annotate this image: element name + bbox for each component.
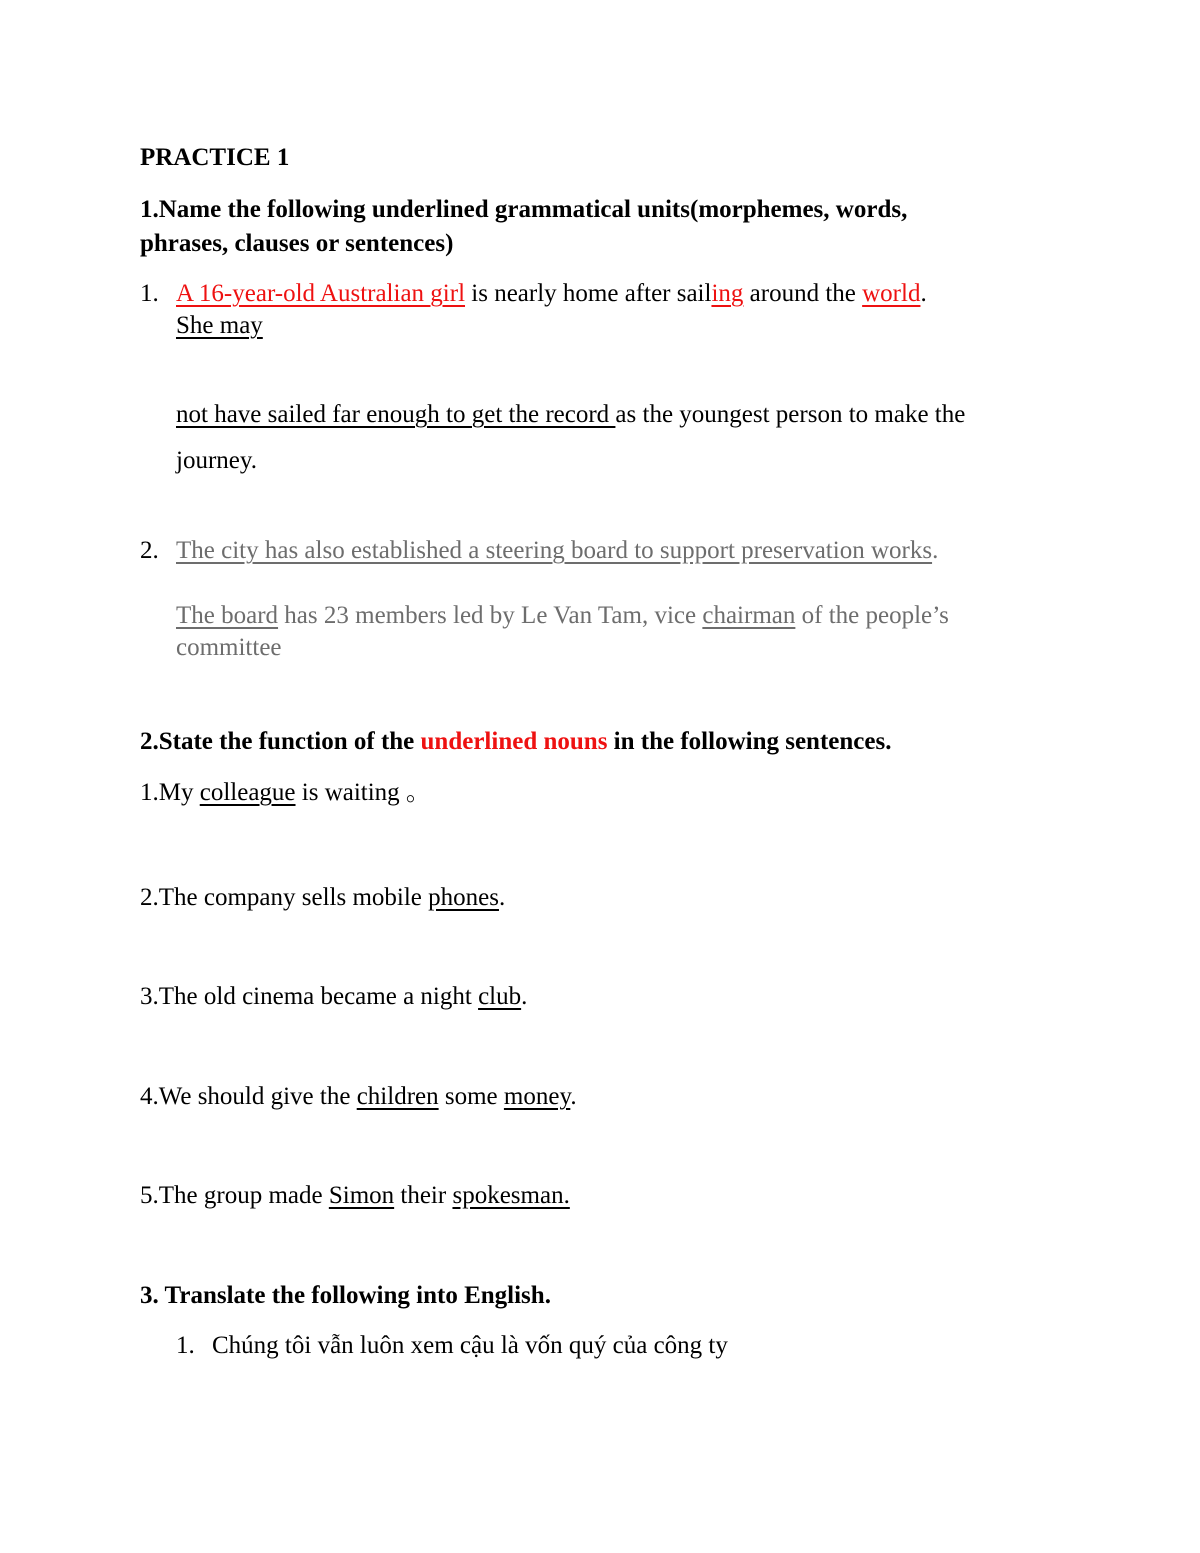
function-sentence-2	[140, 883, 505, 913]
section-3-heading: 3. Translate the following into English.	[140, 1282, 551, 1309]
sentence-text: their	[394, 1182, 453, 1209]
sentence-text: is waiting 。	[295, 779, 431, 806]
sentence-text: .	[570, 1083, 577, 1110]
section-2-heading	[140, 727, 891, 757]
function-sentence-3	[140, 982, 527, 1012]
sentence-text: around the	[743, 280, 863, 307]
underlined-noun: money	[503, 1083, 571, 1110]
exercise-1-sentence-line	[176, 279, 927, 309]
underlined-morpheme: ing	[711, 280, 744, 307]
sentence-text: of the people’s	[795, 602, 949, 629]
underlined-clause: She may	[176, 312, 263, 339]
sentence-text: as the youngest person to make the	[615, 401, 966, 428]
exercise-1-sentence-line-2	[176, 311, 263, 341]
sentence-text: .	[932, 537, 939, 564]
sentence-text: 5.The group made	[140, 1182, 329, 1209]
exercise-2-sentence-line-3: committee	[176, 634, 282, 661]
sentence-text: some	[438, 1083, 504, 1110]
underlined-phrase: The board	[176, 602, 279, 629]
function-sentence-1	[140, 778, 431, 808]
function-sentence-5	[140, 1181, 570, 1211]
page-title: PRACTICE 1	[140, 144, 290, 171]
sentence-text: has 23 members led by Le Van Tam, vice	[278, 602, 703, 629]
underlined-word: chairman	[702, 602, 796, 629]
underlined-noun: phones	[428, 884, 499, 911]
underlined-noun: Simon	[328, 1182, 395, 1209]
list-item-number: 2.	[140, 537, 159, 564]
sentence-text: is nearly home after sail	[465, 280, 712, 307]
heading-highlight: underlined nouns	[420, 728, 608, 755]
list-item-number: 1.	[140, 280, 159, 307]
heading-text: 2.State the function of the	[140, 728, 421, 755]
exercise-2-sentence-line-2	[176, 601, 949, 631]
sentence-text: .	[521, 983, 528, 1010]
underlined-noun: club	[478, 983, 522, 1010]
sentence-text: 4.We should give the	[140, 1083, 357, 1110]
exercise-2-sentence-line	[176, 536, 938, 566]
list-item-number: 1.	[176, 1332, 195, 1359]
sentence-text: 2.The company sells mobile	[140, 884, 429, 911]
function-sentence-4	[140, 1082, 577, 1112]
sentence-text: .	[920, 280, 927, 307]
section-1-heading-cont: phrases, clauses or sentences)	[140, 230, 454, 257]
heading-text: in the following sentences.	[607, 728, 892, 755]
sentence-text: 1.My	[140, 779, 200, 806]
sentence-text: 3.The old cinema became a night	[140, 983, 479, 1010]
underlined-clause-cont: not have sailed far enough to get the record	[176, 401, 616, 428]
exercise-1-sentence-line-4: journey.	[176, 447, 257, 474]
translation-sentence-1: Chúng tôi vẫn luôn xem cậu là vốn quý của công ty	[212, 1332, 728, 1359]
underlined-phrase: A 16-year-old Australian girl	[176, 280, 466, 307]
exercise-1-sentence-line-3	[176, 400, 965, 430]
sentence-text: .	[498, 884, 506, 911]
underlined-noun: children	[356, 1083, 439, 1110]
underlined-sentence: The city has also established a steering board to support preservation works	[176, 537, 933, 564]
section-1-heading: 1.Name the following underlined grammatical units(morphemes, words,	[140, 196, 908, 223]
underlined-noun: colleague	[199, 779, 296, 806]
underlined-noun: spokesman.	[452, 1182, 570, 1209]
underlined-word: world	[862, 280, 921, 307]
